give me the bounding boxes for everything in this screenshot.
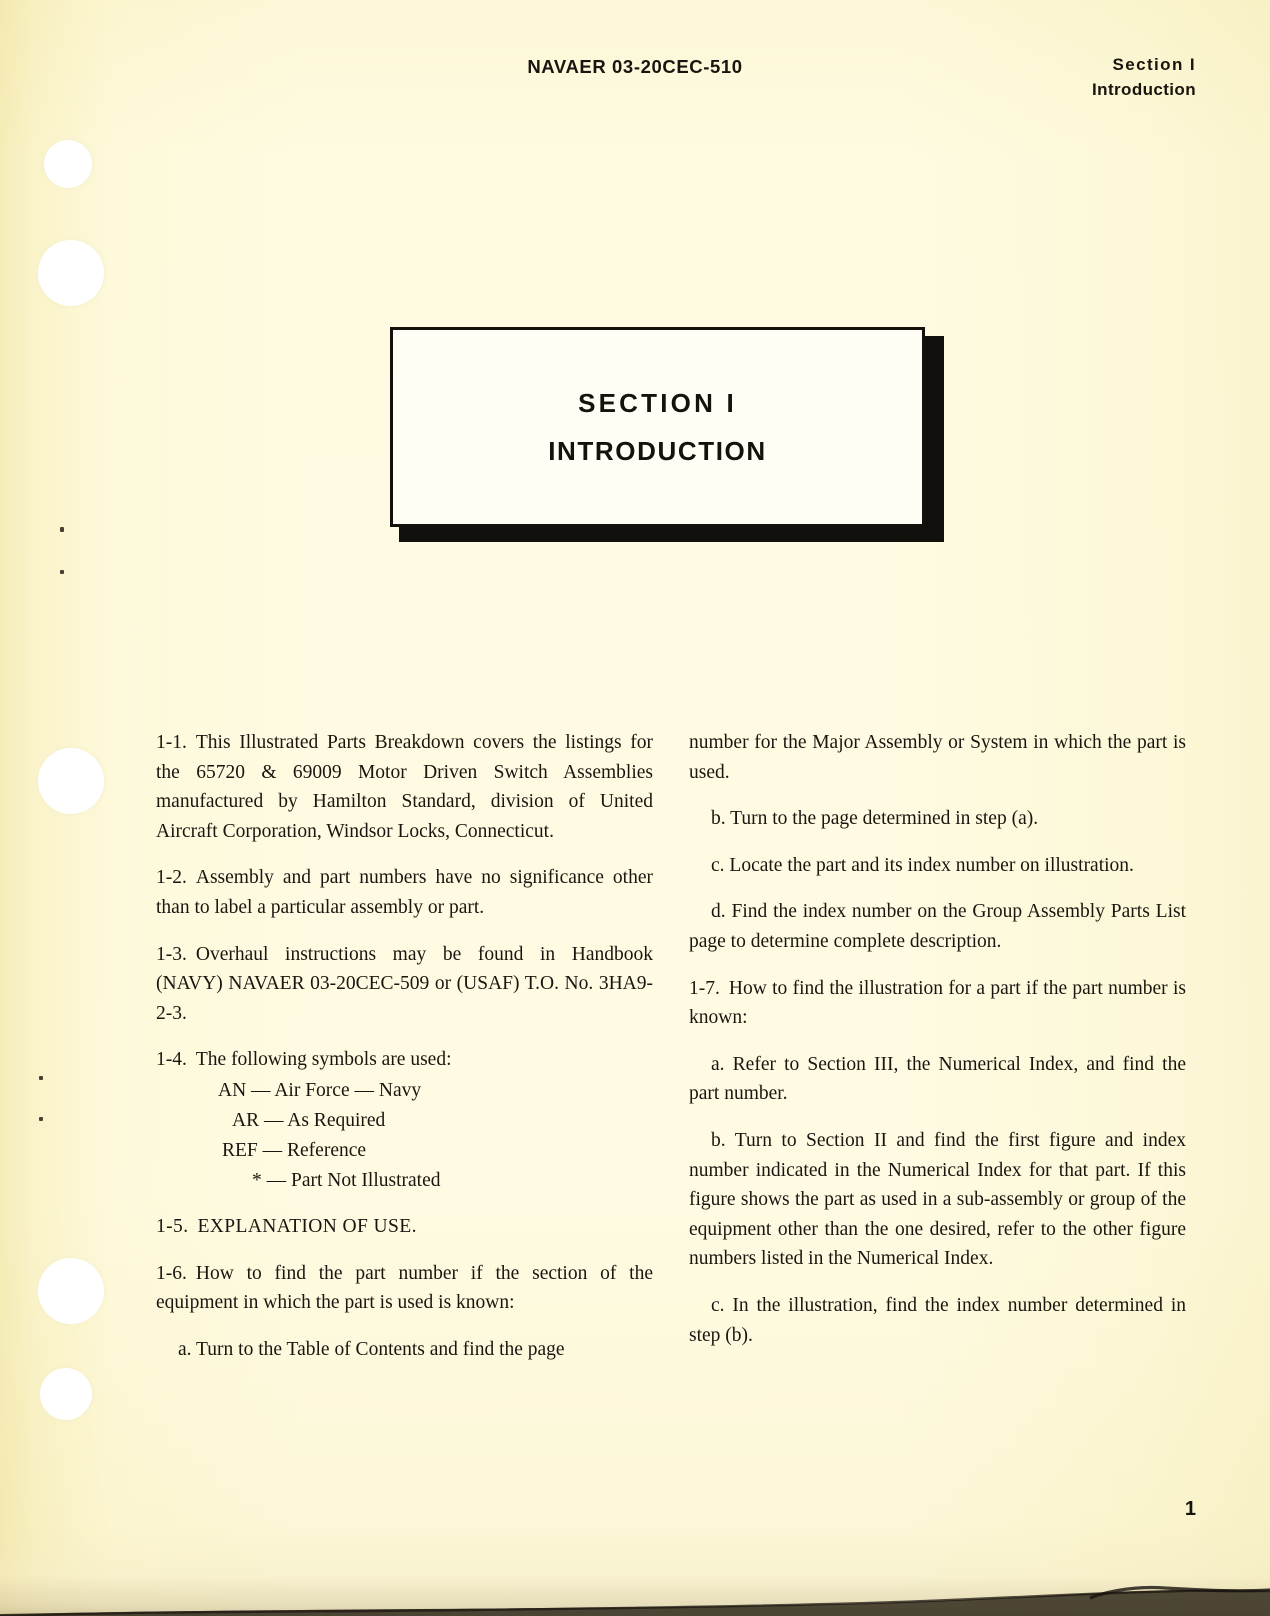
paragraph-1-3 xyxy=(156,940,653,1029)
paragraph-continued: number for the Major Assembly or System in which the part is used. xyxy=(689,732,1186,783)
document-id: NAVAER 03-20CEC-510 xyxy=(527,56,743,77)
scan-edge-fade xyxy=(0,1526,1270,1616)
scan-speck xyxy=(39,1076,43,1080)
page-number: 1 xyxy=(1184,1498,1196,1520)
paragraph-text: How to find the illustration for a part if the part number is known: xyxy=(689,977,1186,1029)
paragraph-1-6-b: b. Turn to the page determined in step (a). xyxy=(711,808,1039,830)
right-column xyxy=(689,728,1186,1364)
paragraph-number: 1-5. xyxy=(156,1215,189,1237)
left-column xyxy=(156,728,653,1364)
paragraph-1-1 xyxy=(156,728,653,846)
section-title-box xyxy=(390,327,935,542)
paragraph-number: 1-4. xyxy=(156,1049,187,1071)
paragraph-1-7-a: a. Refer to Section III, the Numerical Index, and find the part number. xyxy=(689,1053,1186,1105)
paragraph-number: 1-7. xyxy=(689,977,720,999)
paragraph-number: 1-6. xyxy=(156,1262,187,1284)
scan-speck xyxy=(60,570,64,574)
symbol-list-item: * — Part Not Illustrated xyxy=(252,1169,441,1191)
scan-edge-artifact xyxy=(0,1526,1270,1616)
paragraph-1-7-b: b. Turn to Section II and find the first figure and index number indicated in the Numerical Index for that part. If this figure shows the part as used in a sub-assembly or group of the equipment other than the one desired, refer to the other figure numbers listed in the Numerical Index. xyxy=(689,1129,1186,1270)
paragraph-text: How to find the part number if the section of the equipment in which the part is used is known: xyxy=(156,1262,653,1314)
paragraph-1-7 xyxy=(689,974,1186,1033)
punch-hole xyxy=(44,140,92,188)
symbol-list-item: AN — Air Force — Navy xyxy=(218,1079,422,1101)
symbol-list-item: REF — Reference xyxy=(222,1139,367,1161)
paragraph-text: The following symbols are used: xyxy=(195,1049,452,1071)
paragraph-1-6-c: c. Locate the part and its index number on illustration. xyxy=(711,854,1134,876)
paragraph-1-2 xyxy=(156,863,653,922)
section-marker-line2: Introduction xyxy=(1092,80,1196,99)
punch-hole xyxy=(38,1258,104,1324)
punch-hole xyxy=(38,748,104,814)
punch-hole xyxy=(38,240,104,306)
symbol-list xyxy=(156,1076,653,1196)
paragraph-text: EXPLANATION OF USE. xyxy=(197,1215,417,1237)
paragraph-1-7-c: c. In the illustration, find the index number determined in step (b). xyxy=(689,1294,1186,1346)
section-title-line1: SECTION I xyxy=(578,388,737,418)
paragraph-1-6-d: d. Find the index number on the Group Assembly Parts List page to determine complete description. xyxy=(689,901,1186,952)
symbol-list-item: AR — As Required xyxy=(232,1109,386,1131)
scan-edge-line xyxy=(0,1526,1270,1616)
paragraph-text: This Illustrated Parts Breakdown covers the listings for the 65720 & 69009 Motor Driven Switch Assemblies manufactured by Hamilton Standard, division of United Aircraft Corporation, Windsor Locks, Connecticut. xyxy=(156,732,653,842)
section-title-box-frame xyxy=(390,327,925,527)
scan-speck xyxy=(39,1117,43,1121)
paragraph-number: 1-3. xyxy=(156,943,187,965)
paragraph-text: Assembly and part numbers have no significance other than to label a particular assembly or part. xyxy=(156,867,653,918)
paragraph-1-5 xyxy=(156,1212,653,1242)
paragraph-number: 1-1. xyxy=(156,732,187,753)
section-marker xyxy=(1092,52,1196,102)
paragraph-number: 1-2. xyxy=(156,867,187,889)
running-head xyxy=(0,56,1270,116)
punch-hole xyxy=(40,1368,92,1420)
paragraph-1-4 xyxy=(156,1045,653,1075)
paragraph-text: Overhaul instructions may be found in Handbook (NAVY) NAVAER 03-20CEC-509 or (USAF) T.O. No. 3HA9-2-3. xyxy=(156,943,653,1024)
paragraph-1-6-a: a. Turn to the Table of Contents and find the page xyxy=(178,1338,565,1360)
section-marker-line1: Section I xyxy=(1112,55,1196,74)
scan-speck xyxy=(60,527,64,532)
paragraph-1-6 xyxy=(156,1259,653,1318)
section-title-line2: INTRODUCTION xyxy=(548,436,767,466)
body-columns xyxy=(156,728,1186,1364)
